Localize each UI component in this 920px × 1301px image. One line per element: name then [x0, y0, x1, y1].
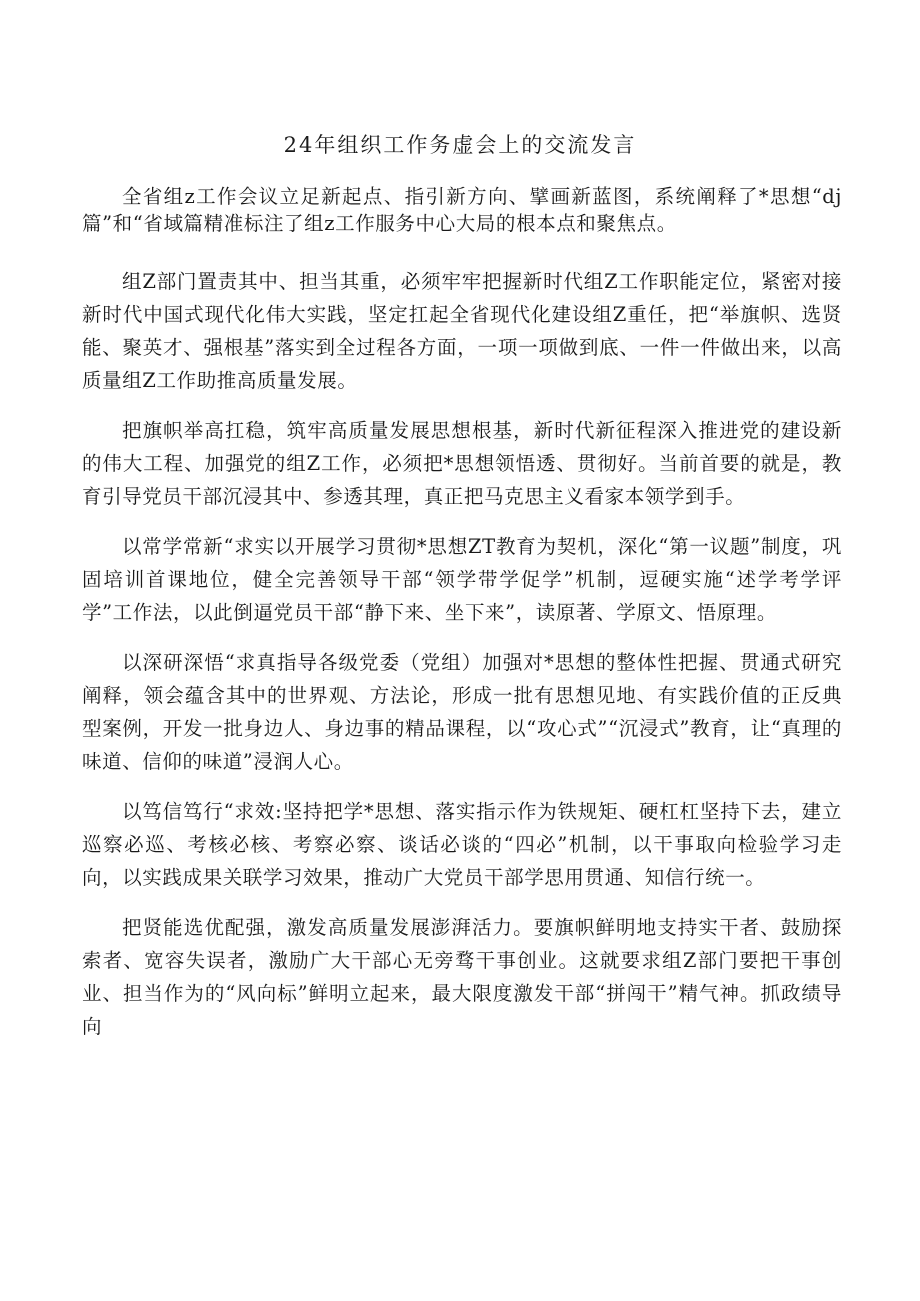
paragraph-1: 全省组z工作会议立足新起点、指引新方向、擘画新蓝图，系统阐释了*思想“dj篇”和“省域篇精准标注了组z工作服务中心大局的根本点和聚焦点。 [82, 185, 842, 235]
paragraph-6: 以笃信笃行“求效:坚持把学*思想、落实指示作为铁规矩、硬杠杠坚持下去，建立巡察必巡、考核必核、考察必察、谈话必谈的“四必”机制，以干事取向检验学习走向，以实践成果关联学习效果，推动广大党员干部学思用贯通、知信行统一。 [82, 800, 842, 889]
paragraph-3: 把旗帜举高扛稳，筑牢高质量发展思想根基，新时代新征程深入推进党的建设新的伟大工程、加强党的组Z工作，必须把*思想领悟透、贯彻好。当前首要的就是，教育引导党员干部沉浸其中、参透其理，真正把马克思主义看家本领学到手。 [82, 419, 842, 508]
paragraph-7: 把贤能选优配强，激发高质量发展澎湃活力。要旗帜鲜明地支持实干者、鼓励探索者、宽容失误者，激励广大干部心无旁骛干事创业。这就要求组Z部门要把干事创业、担当作为的“风向标”鲜明立起来，最大限度激发干部“拼闯干”精气神。抓政绩导向 [82, 916, 842, 1038]
document-title: 24年组织工作务虚会上的交流发言 [283, 133, 637, 157]
paragraph-2: 组Z部门置责其中、担当其重，必须牢牢把握新时代组Z工作职能定位，紧密对接新时代中国式现代化伟大实践，坚定扛起全省现代化建设组Z重任，把“举旗帜、选贤能、聚英才、强根基”落实到全过程各方面，一项一项做到底、一件一件做出来，以高质量组Z工作助推高质量发展。 [82, 270, 842, 392]
paragraph-5: 以深研深悟“求真指导各级党委（党组）加强对*思想的整体性把握、贯通式研究阐释，领会蕴含其中的世界观、方法论，形成一批有思想见地、有实践价值的正反典型案例，开发一批身边人、身边事的精品课程，以“攻心式”“沉浸式”教育，让“真理的味道、信仰的味道”浸润人心。 [82, 651, 842, 773]
document-body [82, 183, 842, 1060]
paragraph-4: 以常学常新“求实以开展学习贯彻*思想ZT教育为契机，深化“第一议题”制度，巩固培训首课地位，健全完善领导干部“领学带学促学”机制，逗硬实施“述学考学评学”工作法，以此倒逼党员干部“静下来、坐下来”，读原著、学原文、悟原理。 [82, 535, 842, 624]
